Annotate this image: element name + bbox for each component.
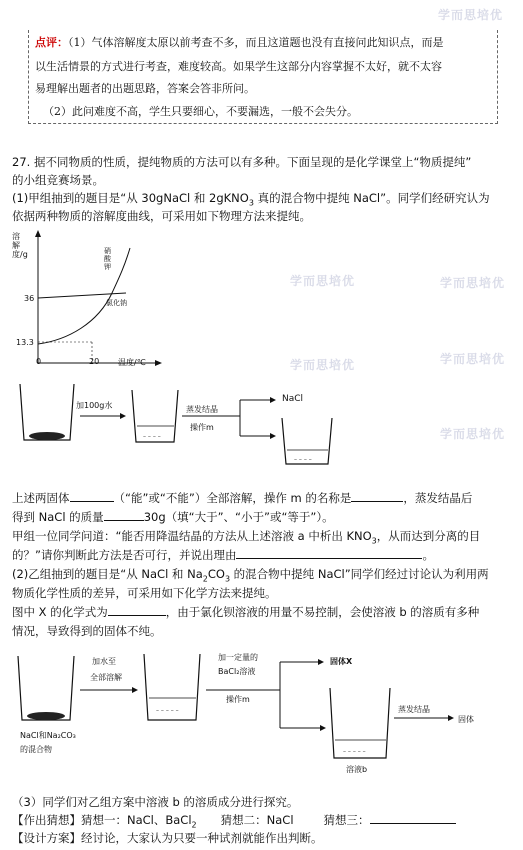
comment-line-4: （2）此问难度不高，学生只要细心，不要漏选，一般不会失分。 <box>43 105 358 118</box>
graph-tick-13: 13.3 <box>16 338 34 347</box>
flow2-mixture-2: 的混合物 <box>20 745 52 754</box>
comment-line-1: 点评：（1）气体溶解度太原以前考查不多，而且这道题也没有直接问此知识点，而是 <box>35 36 444 49</box>
flow2-solid: 固体 <box>458 715 474 724</box>
flow2-mixture-1: NaCl和Na₂CO₃ <box>20 731 76 740</box>
q27-intro-1: 27. 据不同物质的性质，提纯物质的方法可以有多种。下面呈现的是化学课堂上“物质提纯” <box>12 155 472 169</box>
comment-line-2: 以生活情景的方式进行考查，难度较高。如果学生这部分内容掌握不太好，就不太容 <box>35 60 442 73</box>
q3-line-2: 【作出猜想】猜想一：NaCl、BaCl$_2$ 猜想二：NaCl 猜想三： <box>12 812 456 829</box>
comment-label: 点评： <box>35 36 68 49</box>
kno3-curve <box>38 248 130 344</box>
flow1-add-water: 加100g水 <box>76 401 113 410</box>
svg-text:– – – –: – – – – <box>294 456 312 463</box>
fill-line-8: 情况，导致得到的固体不纯。 <box>12 624 162 638</box>
graph-tick-0: 0 <box>36 357 42 366</box>
flow2-evaporate: 蒸发结晶 <box>398 705 430 714</box>
curve-label-nacl: 氯化钠 <box>106 299 127 307</box>
graph-y-label: 溶解度/g <box>12 232 28 259</box>
flow2-add-water-1: 加水至 <box>92 657 116 666</box>
fill-line-7: 图中 X 的化学式为 ，由于氯化钡溶液的用量不易控制，会使溶液 b 的溶质有多种 <box>12 605 480 619</box>
q3-line-1: （3）同学们对乙组方案中溶液 b 的溶质成分进行探究。 <box>12 795 299 809</box>
graph-tick-36: 36 <box>24 294 35 303</box>
watermark: 学而思培优 <box>440 352 506 366</box>
watermark: 学而思培优 <box>290 274 356 288</box>
svg-text:– – – – –: – – – – – <box>343 748 366 755</box>
svg-text:– – – –: – – – – <box>143 433 161 440</box>
watermark: 学而思培优 <box>290 358 356 372</box>
flow2-operation-m: 操作m <box>226 695 250 704</box>
graph-tick-20: 20 <box>89 357 100 366</box>
fill-line-2: 得到 NaCl 的质量 30g（填“大于”、“小于”或“等于”）。 <box>12 510 334 524</box>
q27-part1-line2: 依据两种物质的溶解度曲线，可采用如下物理方法来提纯。 <box>12 209 311 223</box>
watermark: 学而思培优 <box>440 276 506 290</box>
q3-line-3: 【设计方案】经讨论，大家认为只要一种试剂就能作出判断。 <box>12 831 323 845</box>
fill-line-3: 甲组一位同学问道：“能否用降温结晶的方法从上述溶液 a 中析出 $KNO_3$，从而达到分离的目 <box>12 529 481 546</box>
flow2-bacl2-1: 加一定量的 <box>218 653 258 662</box>
graph-x-label: 温度/℃ <box>118 358 146 367</box>
curve-label-kno3: 硝酸钾 <box>104 247 111 271</box>
flow2-bacl2-2: BaCl₂溶液 <box>218 667 256 676</box>
svg-text:– – – – –: – – – – – <box>156 707 179 714</box>
fill-line-5: (2)乙组抽到的题目是“从 NaCl 和 $Na_2CO_3$ 的混合物中提纯 NaCl”同学们经过讨论认为利用两 <box>12 567 489 584</box>
fill-line-4: 的？”请你判断此方法是否可行，并说出理由 。 <box>12 548 434 562</box>
comment-line-3: 易理解出题者的出题思路，答案会答非所问。 <box>35 82 255 95</box>
flow1-evaporate: 蒸发结晶 <box>186 405 218 414</box>
watermark: 学而思培优 <box>440 427 506 441</box>
flow1-operation-m: 操作m <box>190 423 214 432</box>
fill-line-1: 上述两固体 （“能”或“不能”）全部溶解，操作 m 的名称是 ，蒸发结晶后 <box>12 491 473 505</box>
flow2-solution-b: 溶液b <box>346 765 368 774</box>
flow-diagram-1 <box>10 378 350 468</box>
q27-part1-line1: (1)甲组抽到的题目是“从 30gNaCl 和 2gKNO$_3$ 真的混合物中提纯 NaCl”。同学们经研究认为 <box>12 191 490 208</box>
fill-line-6: 物质化学性质的差异，可采用如下化学方法来提纯。 <box>12 586 277 600</box>
watermark: 学而思培优 <box>438 8 504 22</box>
flow2-add-water-2: 全部溶解 <box>90 673 122 682</box>
q27-intro-2: 的小组竞赛场景。 <box>12 173 104 187</box>
flow2-solid-x: 固体X <box>330 657 353 666</box>
comment-box <box>28 30 498 124</box>
flow1-nacl: NaCl <box>282 394 304 404</box>
